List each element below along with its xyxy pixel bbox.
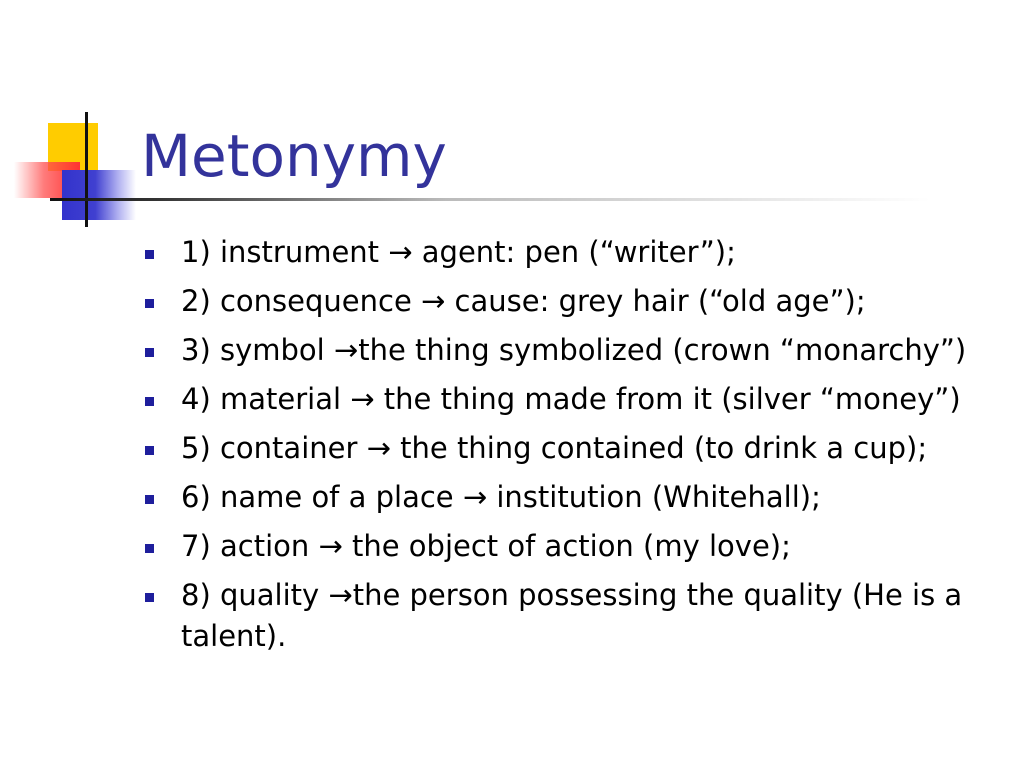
- slide-logo: [0, 0, 140, 240]
- bullet-square-icon: [145, 593, 154, 602]
- bullet-square-icon: [145, 495, 154, 504]
- list-item: [145, 232, 985, 273]
- list-item: [145, 575, 985, 657]
- list-item: [145, 428, 985, 469]
- list-item: [145, 330, 985, 371]
- list-item-text: 8) quality →the person possessing the quality (He is a talent).: [181, 578, 963, 653]
- list-item-text: 1) instrument → agent: pen (“writer”);: [181, 235, 736, 269]
- bullet-square-icon: [145, 397, 154, 406]
- logo-vertical-line: [85, 112, 88, 227]
- list-item-text: 7) action → the object of action (my love);: [181, 529, 791, 563]
- list-item-text: 6) name of a place → institution (Whitehall);: [181, 480, 821, 514]
- list-item-text: 4) material → the thing made from it (silver “money”): [181, 382, 961, 416]
- list-item: [145, 477, 985, 518]
- list-item-text: 2) consequence → cause: grey hair (“old age”);: [181, 284, 866, 318]
- logo-blue-square: [62, 170, 136, 220]
- bullet-square-icon: [145, 250, 154, 259]
- title-underline: [50, 198, 930, 201]
- list-item: [145, 281, 985, 322]
- slide-title: Metonymy: [141, 122, 447, 190]
- bullet-square-icon: [145, 544, 154, 553]
- bullet-square-icon: [145, 299, 154, 308]
- list-item-text: 3) symbol →the thing symbolized (crown “monarchy”): [181, 333, 967, 367]
- list-item-text: 5) container → the thing contained (to drink a cup);: [181, 431, 928, 465]
- bullet-square-icon: [145, 348, 154, 357]
- bullet-list: [145, 232, 985, 665]
- list-item: [145, 379, 985, 420]
- list-item: [145, 526, 985, 567]
- bullet-square-icon: [145, 446, 154, 455]
